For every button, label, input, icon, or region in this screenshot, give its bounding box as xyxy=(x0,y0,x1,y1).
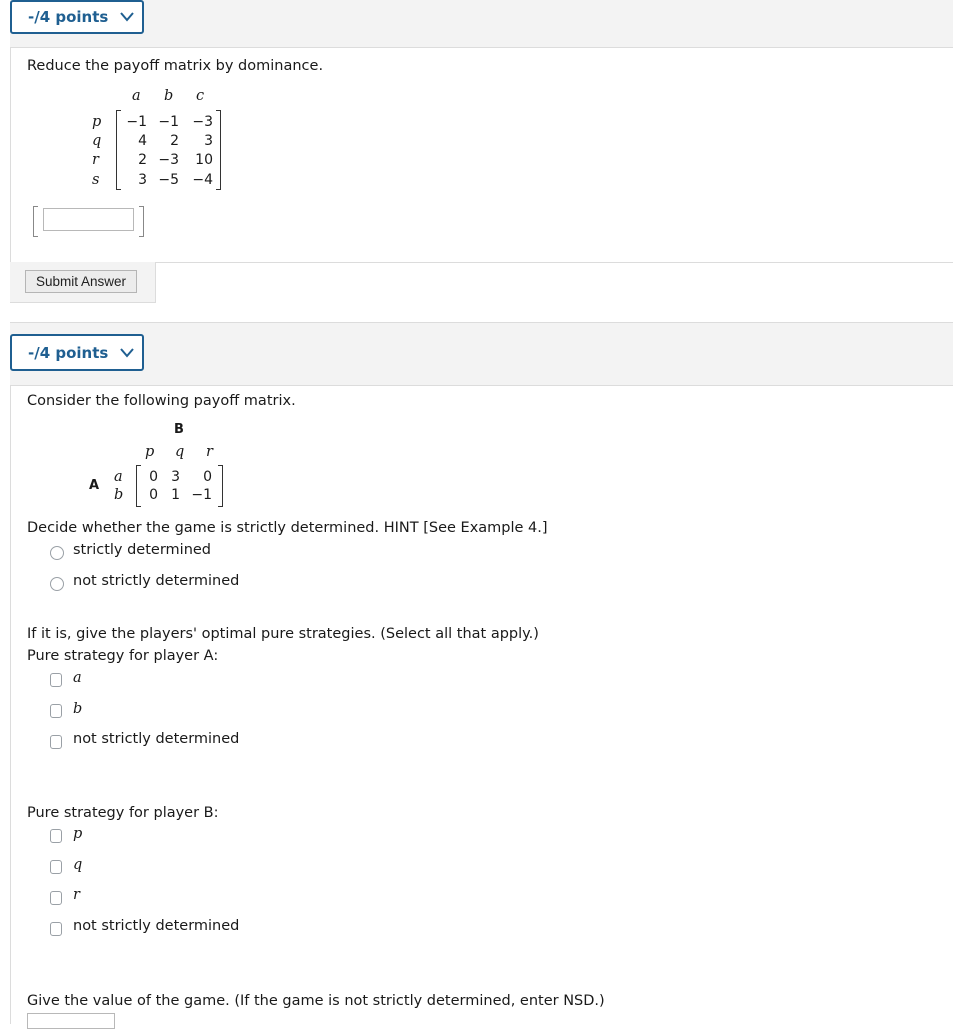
checkbox-player-b-q[interactable] xyxy=(50,860,62,874)
player-b-label: B xyxy=(174,422,184,437)
matrix-cell: −1 xyxy=(126,114,147,130)
option-label: strictly determined xyxy=(73,542,212,558)
player-a-label: A xyxy=(89,478,100,493)
question-prompt: Reduce the payoff matrix by dominance. xyxy=(27,58,324,74)
matrix-cell: 10 xyxy=(195,152,213,168)
row-label: q xyxy=(92,133,102,149)
option-label: not strictly determined xyxy=(73,731,240,747)
checkbox-player-b-nsd[interactable] xyxy=(50,922,62,936)
checkbox-player-b-p[interactable] xyxy=(50,829,62,843)
chevron-down-icon xyxy=(120,348,134,358)
optimal-prompt: If it is, give the players' optimal pure strategies. (Select all that apply.) xyxy=(27,626,539,642)
matrix-cell: 2 xyxy=(170,133,179,149)
matrix-cell: 0 xyxy=(203,469,212,485)
matrix-cell: 3 xyxy=(171,469,180,485)
points-label: -/4 points xyxy=(28,8,109,26)
matrix-bracket-right xyxy=(216,110,221,190)
answer-bracket-left xyxy=(33,206,38,237)
submit-answer-button[interactable]: Submit Answer xyxy=(25,270,137,293)
matrix-cell: 3 xyxy=(138,172,147,188)
matrix-cell: −5 xyxy=(158,172,179,188)
decide-prompt: Decide whether the game is strictly determined. HINT [See Example 4.] xyxy=(27,520,548,536)
option-label: q xyxy=(73,857,83,873)
matrix-bracket-left xyxy=(116,110,121,190)
game-value-input[interactable] xyxy=(27,1013,115,1029)
col-label: r xyxy=(206,444,213,460)
col-label: q xyxy=(175,444,185,460)
checkbox-player-b-r[interactable] xyxy=(50,891,62,905)
col-label: c xyxy=(196,88,205,104)
answer-bracket-right xyxy=(139,206,144,237)
feedback-area xyxy=(155,262,953,303)
matrix-cell: 4 xyxy=(138,133,147,149)
matrix-cell: −1 xyxy=(158,114,179,130)
value-prompt: Give the value of the game. (If the game is not strictly determined, enter NSD.) xyxy=(27,993,605,1009)
option-label: b xyxy=(73,701,83,717)
option-label: not strictly determined xyxy=(73,918,240,934)
row-label: b xyxy=(114,487,124,503)
player-a-prompt: Pure strategy for player A: xyxy=(27,648,219,664)
option-label: not strictly determined xyxy=(73,573,240,589)
row-label: a xyxy=(114,469,123,485)
matrix-cell: −3 xyxy=(192,114,213,130)
matrix-cell: 0 xyxy=(149,487,158,503)
chevron-down-icon xyxy=(120,12,134,22)
checkbox-player-a-nsd[interactable] xyxy=(50,735,62,749)
option-label: p xyxy=(73,826,83,842)
radio-strictly-determined[interactable] xyxy=(50,546,64,560)
points-toggle-button[interactable] xyxy=(10,334,144,371)
matrix-cell: 0 xyxy=(149,469,158,485)
matrix-cell: 3 xyxy=(204,133,213,149)
row-label: r xyxy=(92,152,99,168)
radio-not-strictly-determined[interactable] xyxy=(50,577,64,591)
question-2-left-border xyxy=(10,385,11,1024)
row-label: p xyxy=(92,114,102,130)
matrix-cell: 1 xyxy=(171,487,180,503)
row-label: s xyxy=(92,172,100,188)
question-1-header xyxy=(10,0,953,48)
matrix-cell: −4 xyxy=(192,172,213,188)
matrix-cell: 2 xyxy=(138,152,147,168)
option-label: r xyxy=(73,887,80,903)
col-label: p xyxy=(145,444,155,460)
question-2-header xyxy=(10,322,953,386)
checkbox-player-a-a[interactable] xyxy=(50,673,62,687)
points-label: -/4 points xyxy=(28,343,109,362)
checkbox-player-a-b[interactable] xyxy=(50,704,62,718)
col-label: b xyxy=(164,88,174,104)
matrix-cell: −3 xyxy=(158,152,179,168)
matrix-bracket-right xyxy=(218,465,223,507)
question-prompt: Consider the following payoff matrix. xyxy=(27,393,296,409)
option-label: a xyxy=(73,670,82,686)
col-label: a xyxy=(132,88,141,104)
answer-matrix-input[interactable] xyxy=(43,208,134,231)
matrix-cell: −1 xyxy=(191,487,212,503)
divider xyxy=(10,302,155,303)
points-toggle-button[interactable] xyxy=(10,0,144,34)
player-b-prompt: Pure strategy for player B: xyxy=(27,805,219,821)
